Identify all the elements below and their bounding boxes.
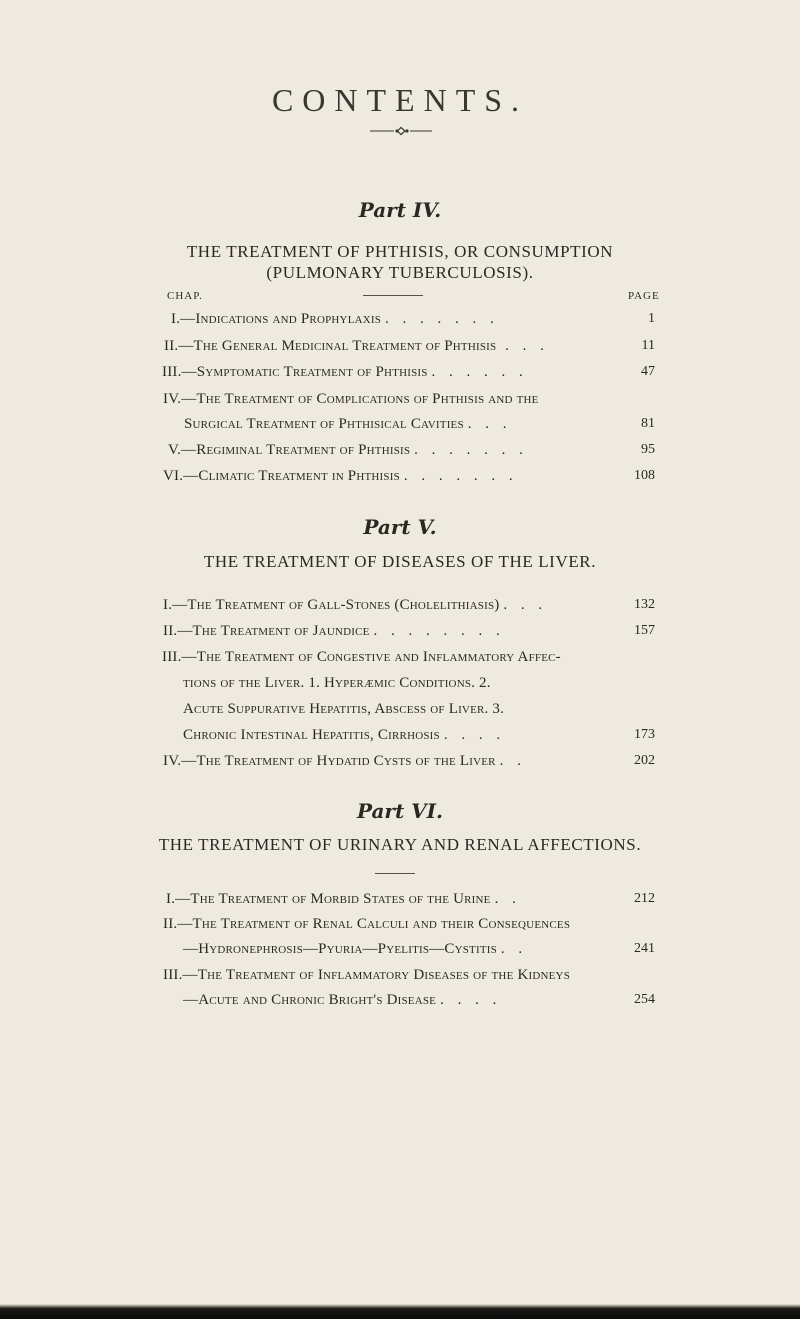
toc-entry[interactable]: II.—The Treatment of Jaundice . . . . . . . . (163, 623, 505, 639)
toc-entry[interactable]: I.—Indications and Prophylaxis . . . . . . . (171, 311, 499, 327)
toc-entry[interactable]: II.—The Treatment of Renal Calculi and their Consequences (163, 916, 571, 932)
page-number: 47 (641, 364, 655, 379)
toc-entry-continued[interactable]: —Hydronephrosis—Pyuria—Pyelitis—Cystitis . . (183, 941, 528, 957)
toc-entry[interactable]: III.—Symptomatic Treatment of Phthisis . . . . . . (162, 364, 528, 380)
page-label: PAGE (628, 290, 660, 302)
contents-heading: CONTENTS. (271, 82, 529, 118)
chap-label: CHAP. (167, 290, 203, 302)
toc-entry[interactable]: I.—The Treatment of Morbid States of the Urine . . (166, 891, 521, 907)
part-iv-subtitle-1: THE TREATMENT OF PHTHISIS, OR CONSUMPTION (186, 242, 614, 261)
page-number: 212 (634, 891, 655, 906)
toc-entry[interactable]: III.—The Treatment of Congestive and Inflammatory Affec- (162, 649, 561, 665)
part-v-title: Part V. (363, 515, 437, 539)
page-number: 254 (634, 992, 655, 1007)
part-v-subtitle: THE TREATMENT OF DISEASES OF THE LIVER. (203, 552, 597, 571)
page-number: 108 (634, 468, 655, 483)
page-number: 132 (634, 597, 655, 612)
page-number: 11 (641, 338, 655, 353)
page-number: 173 (634, 727, 655, 742)
page-number: 81 (641, 416, 655, 431)
page-number: 1 (648, 311, 655, 326)
part-vi-title: Part VI. (356, 799, 444, 823)
toc-entry-continued[interactable]: tions of the Liver. 1. Hyperæmic Conditions. 2. (183, 675, 491, 691)
page-number: 202 (634, 753, 655, 768)
toc-entry[interactable]: II.—The General Medicinal Treatment of Phthisis . . . (164, 338, 549, 354)
part-iv-title: Part IV. (358, 198, 442, 222)
divider-rule (363, 295, 423, 296)
toc-entry-continued[interactable]: Chronic Intestinal Hepatitis, Cirrhosis . . . . (183, 727, 506, 743)
toc-entry[interactable]: I.—The Treatment of Gall-Stones (Cholelithiasis) . . . (163, 597, 548, 613)
page-number: 157 (634, 623, 655, 638)
toc-entry-continued[interactable]: Acute Suppurative Hepatitis, Abscess of Liver. 3. (183, 701, 505, 717)
toc-entry[interactable]: IV.—The Treatment of Hydatid Cysts of the Liver . . (163, 753, 526, 769)
part-iv-subtitle-2: (PULMONARY TUBERCULOSIS). (266, 263, 534, 282)
page-number: 241 (634, 941, 655, 956)
toc-entry[interactable]: III.—The Treatment of Inflammatory Diseases of the Kidneys (163, 967, 571, 983)
part-vi-subtitle: THE TREATMENT OF URINARY AND RENAL AFFECTIONS. (158, 835, 642, 854)
ornament-divider (370, 126, 432, 136)
toc-entry-continued[interactable]: —Acute and Chronic Bright's Disease . . . . (183, 992, 502, 1008)
page-number: 95 (641, 442, 655, 457)
divider-rule (375, 873, 415, 874)
toc-entry-continued[interactable]: Surgical Treatment of Phthisical Cavities . . . (184, 416, 512, 432)
toc-entry[interactable]: V.—Regiminal Treatment of Phthisis . . . . . . . (168, 442, 528, 458)
toc-entry[interactable]: VI.—Climatic Treatment in Phthisis . . . . . . . (163, 468, 518, 484)
toc-entry[interactable]: IV.—The Treatment of Complications of Phthisis and the (163, 391, 539, 407)
scan-edge-shadow (0, 1304, 800, 1319)
